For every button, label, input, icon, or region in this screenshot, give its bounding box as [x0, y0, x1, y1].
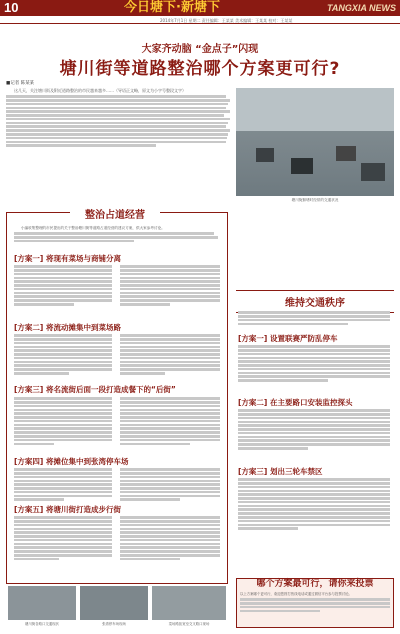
sidebar-plan-3-name: 划出三轮车禁区 [269, 467, 323, 476]
plan-2-name: 将流动摊集中到菜场路 [45, 323, 121, 332]
plan-3-column-a [14, 396, 112, 446]
plan-3 [14, 384, 176, 395]
plan-2 [14, 322, 121, 333]
thumbnail-caption-2: 张湾停车场现场 [102, 622, 126, 626]
traffic-photo [236, 88, 394, 196]
page-number: 10 [4, 0, 19, 15]
sidebar-plan-3-label: [方案三] [238, 467, 268, 476]
sidebar-heading: 维持交通秩序 [236, 290, 394, 313]
plan-4-name: 将摊位集中到张湾停车场 [45, 457, 129, 466]
article-lead-text: 这几天，关注塘川街及附近道路整治的市民越来越多……（导语正文略，原文为小字号整段文字） [14, 88, 186, 93]
plan-5-column-a [14, 515, 112, 562]
sidebar-plan-2-label: [方案二] [238, 398, 268, 407]
vote-heading: 哪个方案最可行，请你来投票 [256, 579, 374, 589]
thumbnail-photo-3 [152, 586, 226, 620]
article-byline: ■记者 陈某某 [6, 81, 35, 86]
page-masthead [0, 0, 400, 16]
plan-5-label: [方案五] [14, 505, 44, 514]
brand-name: TANGXIA NEWS [327, 3, 396, 13]
plan-1 [14, 253, 121, 264]
thumbnail-caption-1: 塘川街各路口交通现状 [25, 622, 59, 626]
plan-4 [14, 456, 128, 467]
masthead-divider [0, 23, 400, 24]
section-title: 今日塘下·新塘下 [124, 0, 220, 15]
plan-5 [14, 504, 121, 515]
plan-1-label: [方案一] [14, 254, 44, 263]
article-kicker: 大家齐动脑 “金点子”闪现 [141, 44, 259, 55]
thumbnail-photo-1 [8, 586, 76, 620]
sidebar-plan-2-body [238, 408, 390, 451]
plan-3-label: [方案三] [14, 385, 44, 394]
plan-2-column-b [120, 333, 220, 376]
sidebar-intro [238, 310, 390, 326]
sidebar-plan-3 [238, 466, 322, 477]
plan-5-column-b [120, 515, 220, 562]
plan-2-label: [方案二] [14, 323, 44, 332]
sidebar-plan-3-body [238, 477, 390, 531]
plan-4-column-a [14, 467, 112, 502]
plans-box-title: 整治占道经营 [70, 206, 160, 221]
sidebar-plan-1-label: [方案一] [238, 334, 268, 343]
article-headline: 塘川街等道路整治哪个方案更可行? [59, 59, 341, 79]
thumbnail-caption-3: 菜场路拓宽至交叉路口现场 [168, 622, 210, 626]
thumbnail-photo-2 [80, 586, 148, 620]
plan-4-label: [方案四] [14, 457, 44, 466]
plan-3-column-b [120, 396, 220, 446]
traffic-photo-caption: 塘川街拥堵时经常的交通状况 [291, 198, 339, 202]
vote-text [240, 592, 390, 613]
vote-text-content: 以上方案哪个更可行，欢迎您拨打热线电话或通过微信平台参与投票讨论。 [240, 592, 352, 596]
sidebar-plan-2-name: 在主要路口安装监控探头 [269, 398, 353, 407]
plan-2-column-a [14, 333, 112, 376]
sidebar-plan-1 [238, 333, 337, 344]
plan-3-name: 将名流街后面一段打造成餐下的“后街” [45, 385, 176, 394]
plan-1-name: 将现有菜场与商铺分离 [45, 254, 121, 263]
sidebar-plan-2 [238, 397, 352, 408]
plans-box-intro-text: 小编收集整理的市民提出的关于整治塘川街等道路占道经营的建议方案，供大家参考讨论。 [21, 226, 165, 230]
dateline: 2014年7月1日 星期二 责任编辑：王某某 美术编辑：王某某 校对：王某某 [160, 18, 293, 23]
plan-5-name: 将塘川街打造成步行街 [45, 505, 121, 514]
plan-4-column-b [120, 467, 220, 502]
plan-1-column-a [14, 264, 112, 307]
sidebar-plan-1-body [238, 344, 390, 383]
plan-1-column-b [120, 264, 220, 307]
sidebar-plan-1-name: 设置联赛严防乱停车 [269, 334, 338, 343]
plans-box-intro [14, 226, 220, 244]
